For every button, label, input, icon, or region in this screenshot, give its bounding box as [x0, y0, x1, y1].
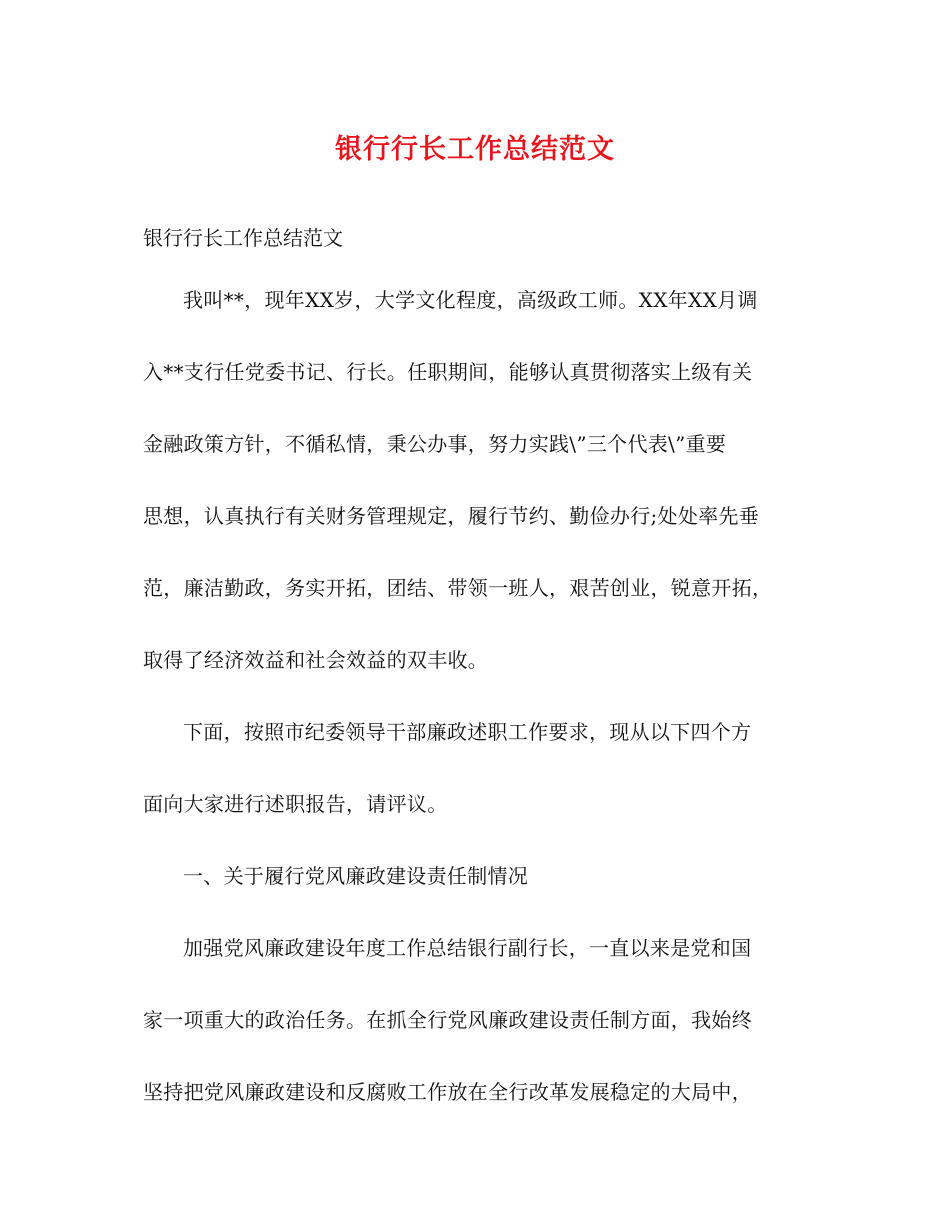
body-line: 入**支行任党委书记、行长。任职期间，能够认真贯彻落实上级有关	[143, 360, 753, 384]
body-line: 坚持把党风廉政建设和反腐败工作放在全行改革发展稳定的大局中，	[143, 1080, 752, 1104]
document-body	[143, 276, 808, 1140]
body-line: 取得了经济效益和社会效益的双丰收。	[143, 648, 489, 672]
body-line: 范，廉洁勤政，务实开拓，团结、带领一班人，艰苦创业，锐意开拓，	[143, 576, 773, 600]
body-line: 金融政策方针，不循私情，秉公办事，努力实践\”三个代表\”重要	[143, 432, 727, 456]
body-line: 一、关于履行党风廉政建设责任制情况	[183, 864, 529, 888]
document-subtitle: 银行行长工作总结范文	[143, 226, 343, 250]
body-line: 下面，按照市纪委领导干部廉政述职工作要求，现从以下四个方	[183, 720, 752, 744]
body-line: 家一项重大的政治任务。在抓全行党风廉政建设责任制方面，我始终	[143, 1008, 752, 1032]
body-line: 加强党风廉政建设年度工作总结银行副行长，一直以来是党和国	[183, 936, 752, 960]
body-line: 思想，认真执行有关财务管理规定，履行节约、勤俭办行;处处率先垂	[143, 504, 760, 528]
body-line: 我叫**，现年XX岁，大学文化程度，高级政工师。XX年XX月调	[183, 288, 758, 312]
document-title: 银行行长工作总结范文	[335, 134, 615, 165]
body-line: 面向大家进行述职报告，请评议。	[143, 792, 448, 816]
